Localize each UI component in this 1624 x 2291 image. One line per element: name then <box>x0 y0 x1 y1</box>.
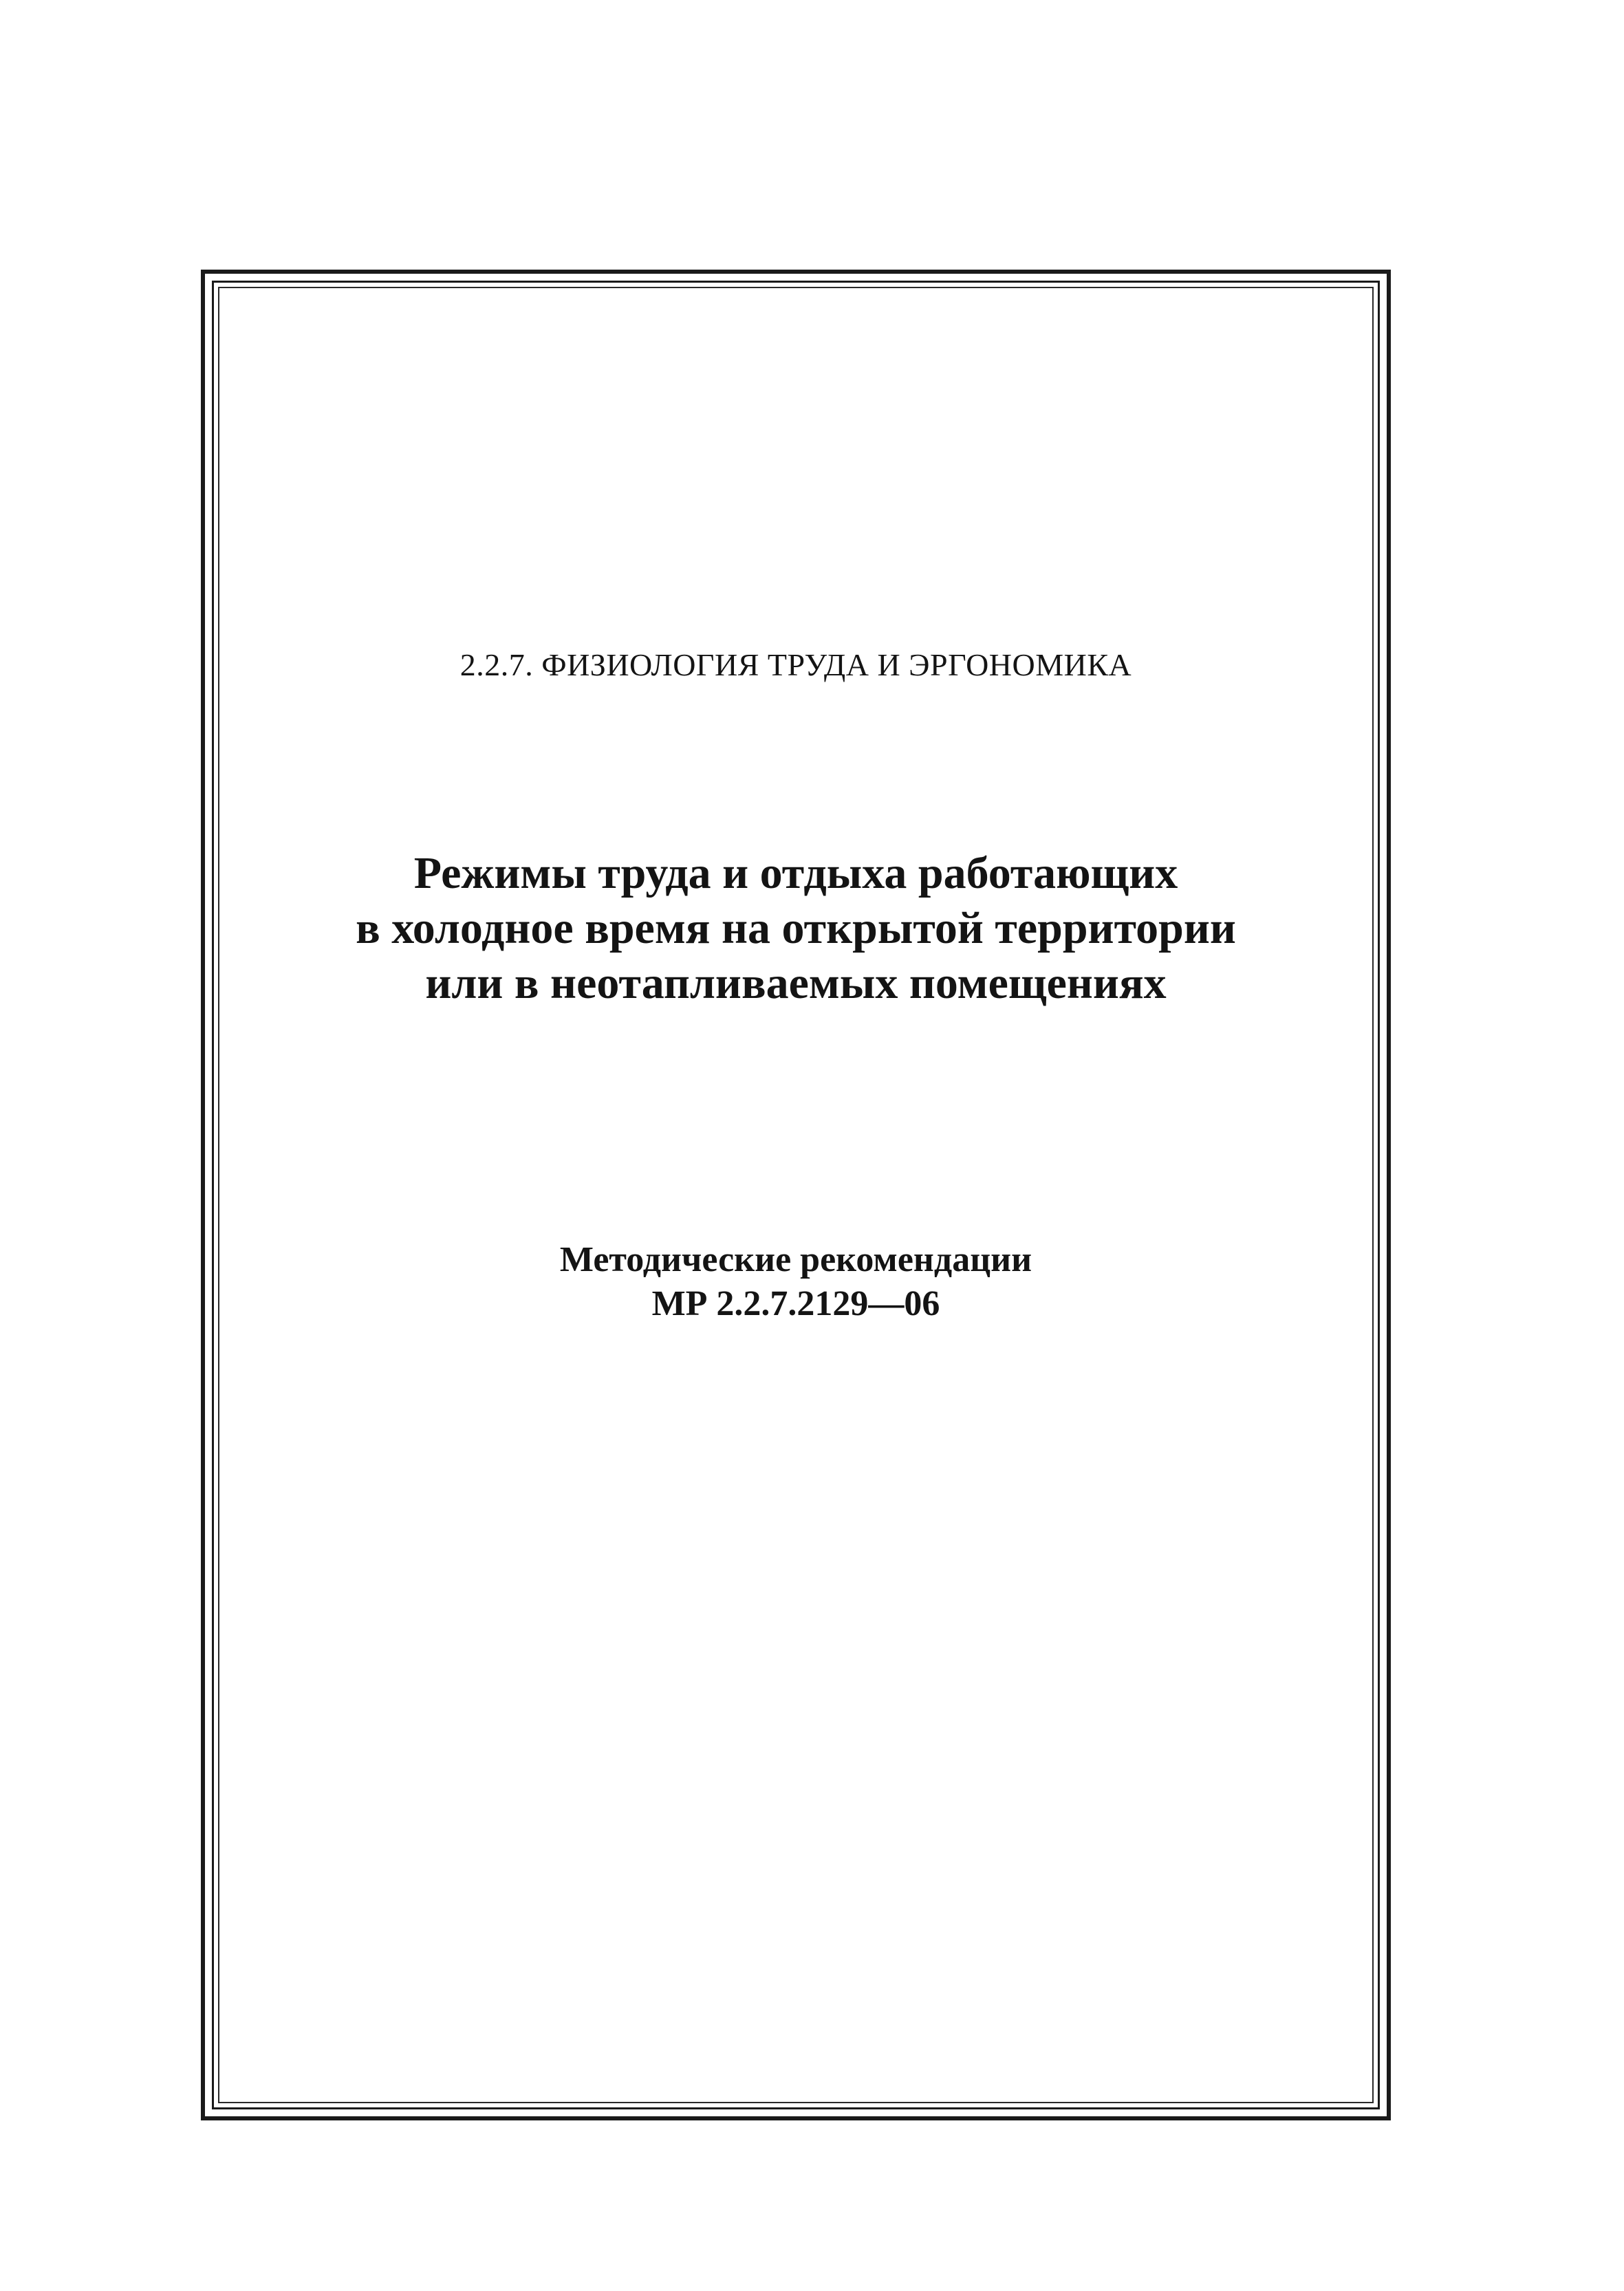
document-type-block <box>201 1238 1391 1326</box>
section-heading: 2.2.7. ФИЗИОЛОГИЯ ТРУДА И ЭРГОНОМИКА <box>459 647 1132 682</box>
document-number: МР 2.2.7.2129—06 <box>651 1284 940 1323</box>
page-border-innermost <box>218 287 1374 2103</box>
title-line-1: Режимы труда и отдыха работающих <box>413 848 1178 898</box>
title-line-3: или в неотапливаемых помещениях <box>425 958 1167 1008</box>
document-type: Методические рекомендации <box>559 1240 1032 1279</box>
page-border-inner <box>212 281 1380 2109</box>
title-line-2: в холодное время на открытой территории <box>356 903 1236 953</box>
document-title <box>201 846 1391 1011</box>
page-border-frame <box>201 270 1391 2120</box>
